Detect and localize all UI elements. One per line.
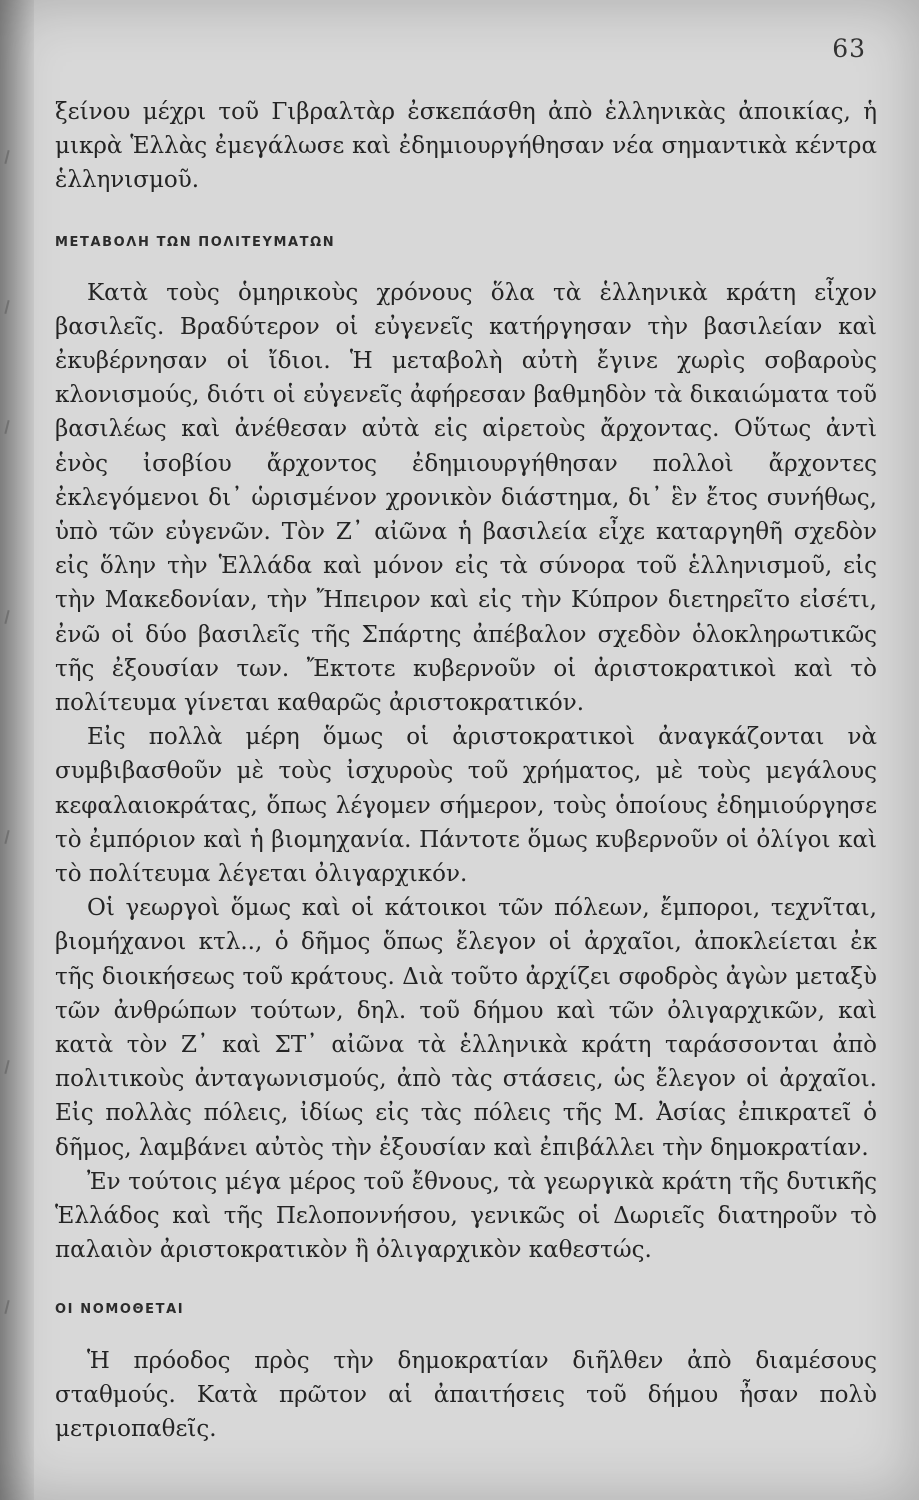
paragraph-homeric-kings: Κατὰ τοὺς ὁμηρικοὺς χρόνους ὅλα τὰ ἑλληνικὰ κράτη εἶχον βασιλεῖς. Βραδύτερον οἱ εὐγενεῖς κατήργησαν τὴν βασιλείαν καὶ ἐκυβέρνησαν οἱ ἴδιοι. Ἡ μεταβολὴ αὐτὴ ἔγινε χωρὶς σοβαροὺς κλονισμούς, διότι οἱ εὐγενεῖς ἀφήρεσαν βαθμηδὸν τὰ δικαιώματα τοῦ βασιλέως καὶ ἀνέθεσαν αὐτὰ εἰς αἱρετοὺς ἄρχοντας. Οὕτως ἀντὶ ἑνὸς ἰσοβίου ἄρχοντος ἐδημιουργήθησαν πολλοὶ ἄρχοντες ἐκλεγόμενοι δι᾽ ὡρισμένον χρονικὸν διάστημα, δι᾽ ἓν ἔτος συνήθως, ὑπὸ τῶν εὐγενῶν. Τὸν Ζ᾽ αἰῶνα ἡ βασιλεία εἶχε καταργηθῆ σχεδὸν εἰς ὅλην τὴν Ἑλλάδα καὶ μόνον εἰς τὰ σύνορα τοῦ ἑλληνισμοῦ, εἰς τὴν Μακεδονίαν, τὴν Ἤπειρον καὶ εἰς τὴν Κύπρον διετηρεῖτο εἰσέτι, ἐνῶ οἱ δύο βασιλεῖς τῆς Σπάρτης ἀπέβαλον σχεδὸν ὁλοκληρωτικῶς τῆς ἐξουσίαν των. Ἔκτοτε κυβερνοῦν οἱ ἀριστοκρατικοὶ καὶ τὸ πολίτευμα γίνεται καθαρῶς ἀριστοκρατικόν. xyxy=(55,279,877,717)
page-binding-shadow xyxy=(0,0,34,1500)
paragraph-progress-democracy: Ἡ πρόοδος πρὸς τὴν δημοκρατίαν διῆλθεν ἀπὸ διαμέσους σταθμούς. Κατὰ πρῶτον αἱ ἀπαιτήσεις τοῦ δήμου ἦσαν πολὺ μετριοπαθεῖς. xyxy=(55,1347,877,1442)
paragraph-democracy-struggle: Οἱ γεωργοὶ ὅμως καὶ οἱ κάτοικοι τῶν πόλεων, ἔμποροι, τεχνῖται, βιομήχανοι κτλ.., ὁ δῆμος ὅπως ἔλεγον οἱ ἀρχαῖοι, ἀποκλείεται ἐκ τῆς διοικήσεως τοῦ κράτους. Διὰ τοῦτο ἀρχίζει σφοδρὸς ἀγὼν μεταξὺ τῶν ἀνθρώπων τούτων, δηλ. τοῦ δήμου καὶ τῶν ὀλιγαρχικῶν, καὶ κατὰ τὸν Ζ᾽ καὶ ΣΤ᾽ αἰῶνα τὰ ἑλληνικὰ κράτη ταράσσονται ἀπὸ πολιτικοὺς ἀνταγωνισμούς, ἀπὸ τὰς στάσεις, ὡς ἔλεγον οἱ ἀρχαῖοι. Εἰς πολλὰς πόλεις, ἰδίως εἰς τὰς πόλεις τῆς Μ. Ἀσίας ἐπικρατεῖ ὁ δῆμος, λαμβάνει αὐτὸς τὴν ἐξουσίαν καὶ ἐπιβάλλει τὴν δημοκρατίαν. xyxy=(55,895,877,1161)
paragraph-oligarchy: Εἰς πολλὰ μέρη ὅμως οἱ ἀριστοκρατικοὶ ἀναγκάζονται νὰ συμβιβασθοῦν μὲ τοὺς ἰσχυροὺς τοῦ χρήματος, μὲ τοὺς μεγάλους κεφαλαιοκράτας, ὅπως λέγομεν σήμερον, τοὺς ὁποίους ἐδημιούργησε τὸ ἐμπόριον καὶ ἡ βιομηχανία. Πάντοτε ὅμως κυβερνοῦν οἱ ὀλίγοι καὶ τὸ πολίτευμα λέγεται ὀλιγαρχικόν. xyxy=(55,724,877,888)
section-heading-constitutional-change: ΜΕΤΑΒΟΛΗ ΤΩΝ ΠΟΛΙΤΕΥΜΑΤΩΝ xyxy=(55,234,336,250)
page-number: 63 xyxy=(832,34,866,63)
paragraph-dorians: Ἐν τούτοις μέγα μέρος τοῦ ἔθνους, τὰ γεωργικὰ κράτη τῆς δυτικῆς Ἑλλάδος καὶ τῆς Πελοποννήσου, γενικῶς οἱ Δωριεῖς διατηροῦν τὸ παλαιὸν ἀριστοκρατικὸν ἢ ὀλιγαρχικὸν καθεστώς. xyxy=(55,1168,877,1264)
page-content xyxy=(55,95,877,1475)
section-heading-lawgivers: ΟΙ ΝΟΜΟΘΕΤΑΙ xyxy=(55,1301,185,1317)
intro-paragraph: ξείνου μέχρι τοῦ Γιβραλτὰρ ἐσκεπάσθη ἀπὸ ἑλληνικὰς ἀποικίας, ἡ μικρὰ Ἑλλὰς ἐμεγάλωσε καὶ ἐδημιουργήθησαν νέα σημαντικὰ κέντρα ἑλληνισμοῦ. xyxy=(55,99,877,194)
